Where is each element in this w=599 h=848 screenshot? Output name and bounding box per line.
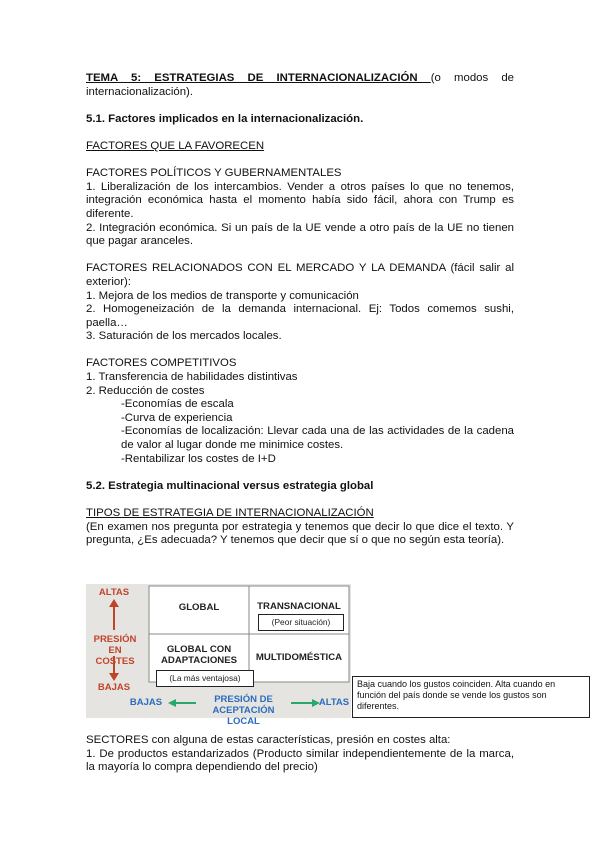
cell-global: GLOBAL bbox=[178, 602, 220, 613]
competitive-heading: FACTORES COMPETITIVOS bbox=[86, 357, 237, 370]
title-main: TEMA 5: ESTRATEGIAS DE INTERNACIONALIZACIÓN bbox=[86, 72, 431, 84]
doc-title bbox=[86, 72, 514, 99]
competitive-sub-b: -Curva de experiencia bbox=[121, 411, 233, 424]
arrow-down-icon bbox=[109, 673, 119, 681]
tipos-heading: TIPOS DE ESTRATEGIA DE INTERNACIONALIZACIÓN bbox=[86, 507, 374, 519]
arrow-left-icon bbox=[168, 699, 176, 707]
market-heading: FACTORES RELACIONADOS CON EL MERCADO Y LA DEMANDA (fácil salir al exterior): bbox=[86, 262, 514, 288]
cell-transnacional: TRANSNACIONAL bbox=[257, 601, 341, 612]
x-axis-title-line1: PRESIÓN DE bbox=[214, 694, 273, 705]
x-axis-altas: ALTAS bbox=[318, 697, 350, 708]
x-axis-title bbox=[196, 694, 291, 727]
cell-global-adaptaciones bbox=[149, 644, 249, 666]
x-axis-bajas: BAJAS bbox=[129, 697, 163, 708]
box-peor-situacion: (Peor situación) bbox=[258, 614, 344, 631]
market-item-1: 1. Mejora de los medios de transporte y comunicación bbox=[86, 289, 359, 302]
y-axis-title bbox=[86, 634, 144, 667]
x-axis-title-line2: ACEPTACIÓN LOCAL bbox=[212, 705, 275, 727]
sectores-heading: SECTORES con alguna de estas características, presión en costes alta: bbox=[86, 734, 451, 746]
title-sub: (o modos de internacionalización). bbox=[86, 72, 514, 98]
y-axis-altas: ALTAS bbox=[98, 587, 130, 598]
main-text bbox=[86, 72, 514, 548]
sectores-item-1: 1. De productos estandarizados (Producto similar independientemente de la marca, la mayoría lo compra dependiendo del precio) bbox=[86, 747, 514, 774]
political-item-1: 1. Liberalización de los intercambios. Vender a otros países lo que no tenemos, integración económica hasta el momento había sido fácil, ahora con Trump es diferente. bbox=[86, 180, 514, 220]
box-mas-ventajosa: (La más ventajosa) bbox=[156, 670, 254, 687]
y-axis-title-line1: PRESIÓN EN bbox=[93, 634, 137, 656]
competitive-sub-c: -Economías de localización: Llevar cada una de las actividades de la cadena de valor al lugar donde me minimice costes. bbox=[121, 425, 514, 452]
political-heading: FACTORES POLÍTICOS Y GUBERNAMENTALES bbox=[86, 167, 342, 180]
cell-multidomestica: MULTIDOMÉSTICA bbox=[255, 652, 343, 663]
section-5-1-heading: 5.1. Factores implicados en la internacionalización. bbox=[86, 112, 364, 125]
y-axis-bajas: BAJAS bbox=[97, 682, 131, 693]
competitive-sub-a: -Economías de escala bbox=[121, 398, 234, 411]
cell-gca-line2: ADAPTACIONES bbox=[160, 655, 238, 666]
competitive-sub-d: -Rentabilizar los costes de I+D bbox=[121, 452, 276, 465]
cell-gca-line1: GLOBAL CON bbox=[166, 644, 232, 655]
section-5-2-heading: 5.2. Estrategia multinacional versus estrategia global bbox=[86, 479, 374, 492]
political-item-2: 2. Integración económica. Si un país de la UE vende a otro país de la UE no tienen que pagar aranceles. bbox=[86, 221, 514, 248]
strategy-matrix-figure bbox=[86, 584, 351, 727]
tipos-note: (En examen nos pregunta por estrategia y tenemos que decir lo que dice el texto. Y pregunta, ¿Es adecuada? Y tenemos que decir que sí o que no según esta teoría). bbox=[86, 520, 514, 547]
bottom-text bbox=[86, 734, 514, 775]
arrow-up-icon bbox=[109, 599, 119, 607]
market-item-2: 2. Homogeneización de la demanda internacional. Ej: Todos comemos sushi, paella… bbox=[86, 303, 514, 329]
competitive-item-2: 2. Reducción de costes bbox=[86, 384, 205, 397]
callout-note: Baja cuando los gustos coinciden. Alta cuando en función del país donde se vende los gustos son diferentes. bbox=[352, 676, 590, 718]
y-axis-title-line2: COSTES bbox=[95, 656, 135, 667]
favor-heading: FACTORES QUE LA FAVORECEN bbox=[86, 139, 265, 152]
market-item-3: 3. Saturación de los mercados locales. bbox=[86, 330, 282, 343]
competitive-item-1: 1. Transferencia de habilidades distintivas bbox=[86, 371, 298, 384]
